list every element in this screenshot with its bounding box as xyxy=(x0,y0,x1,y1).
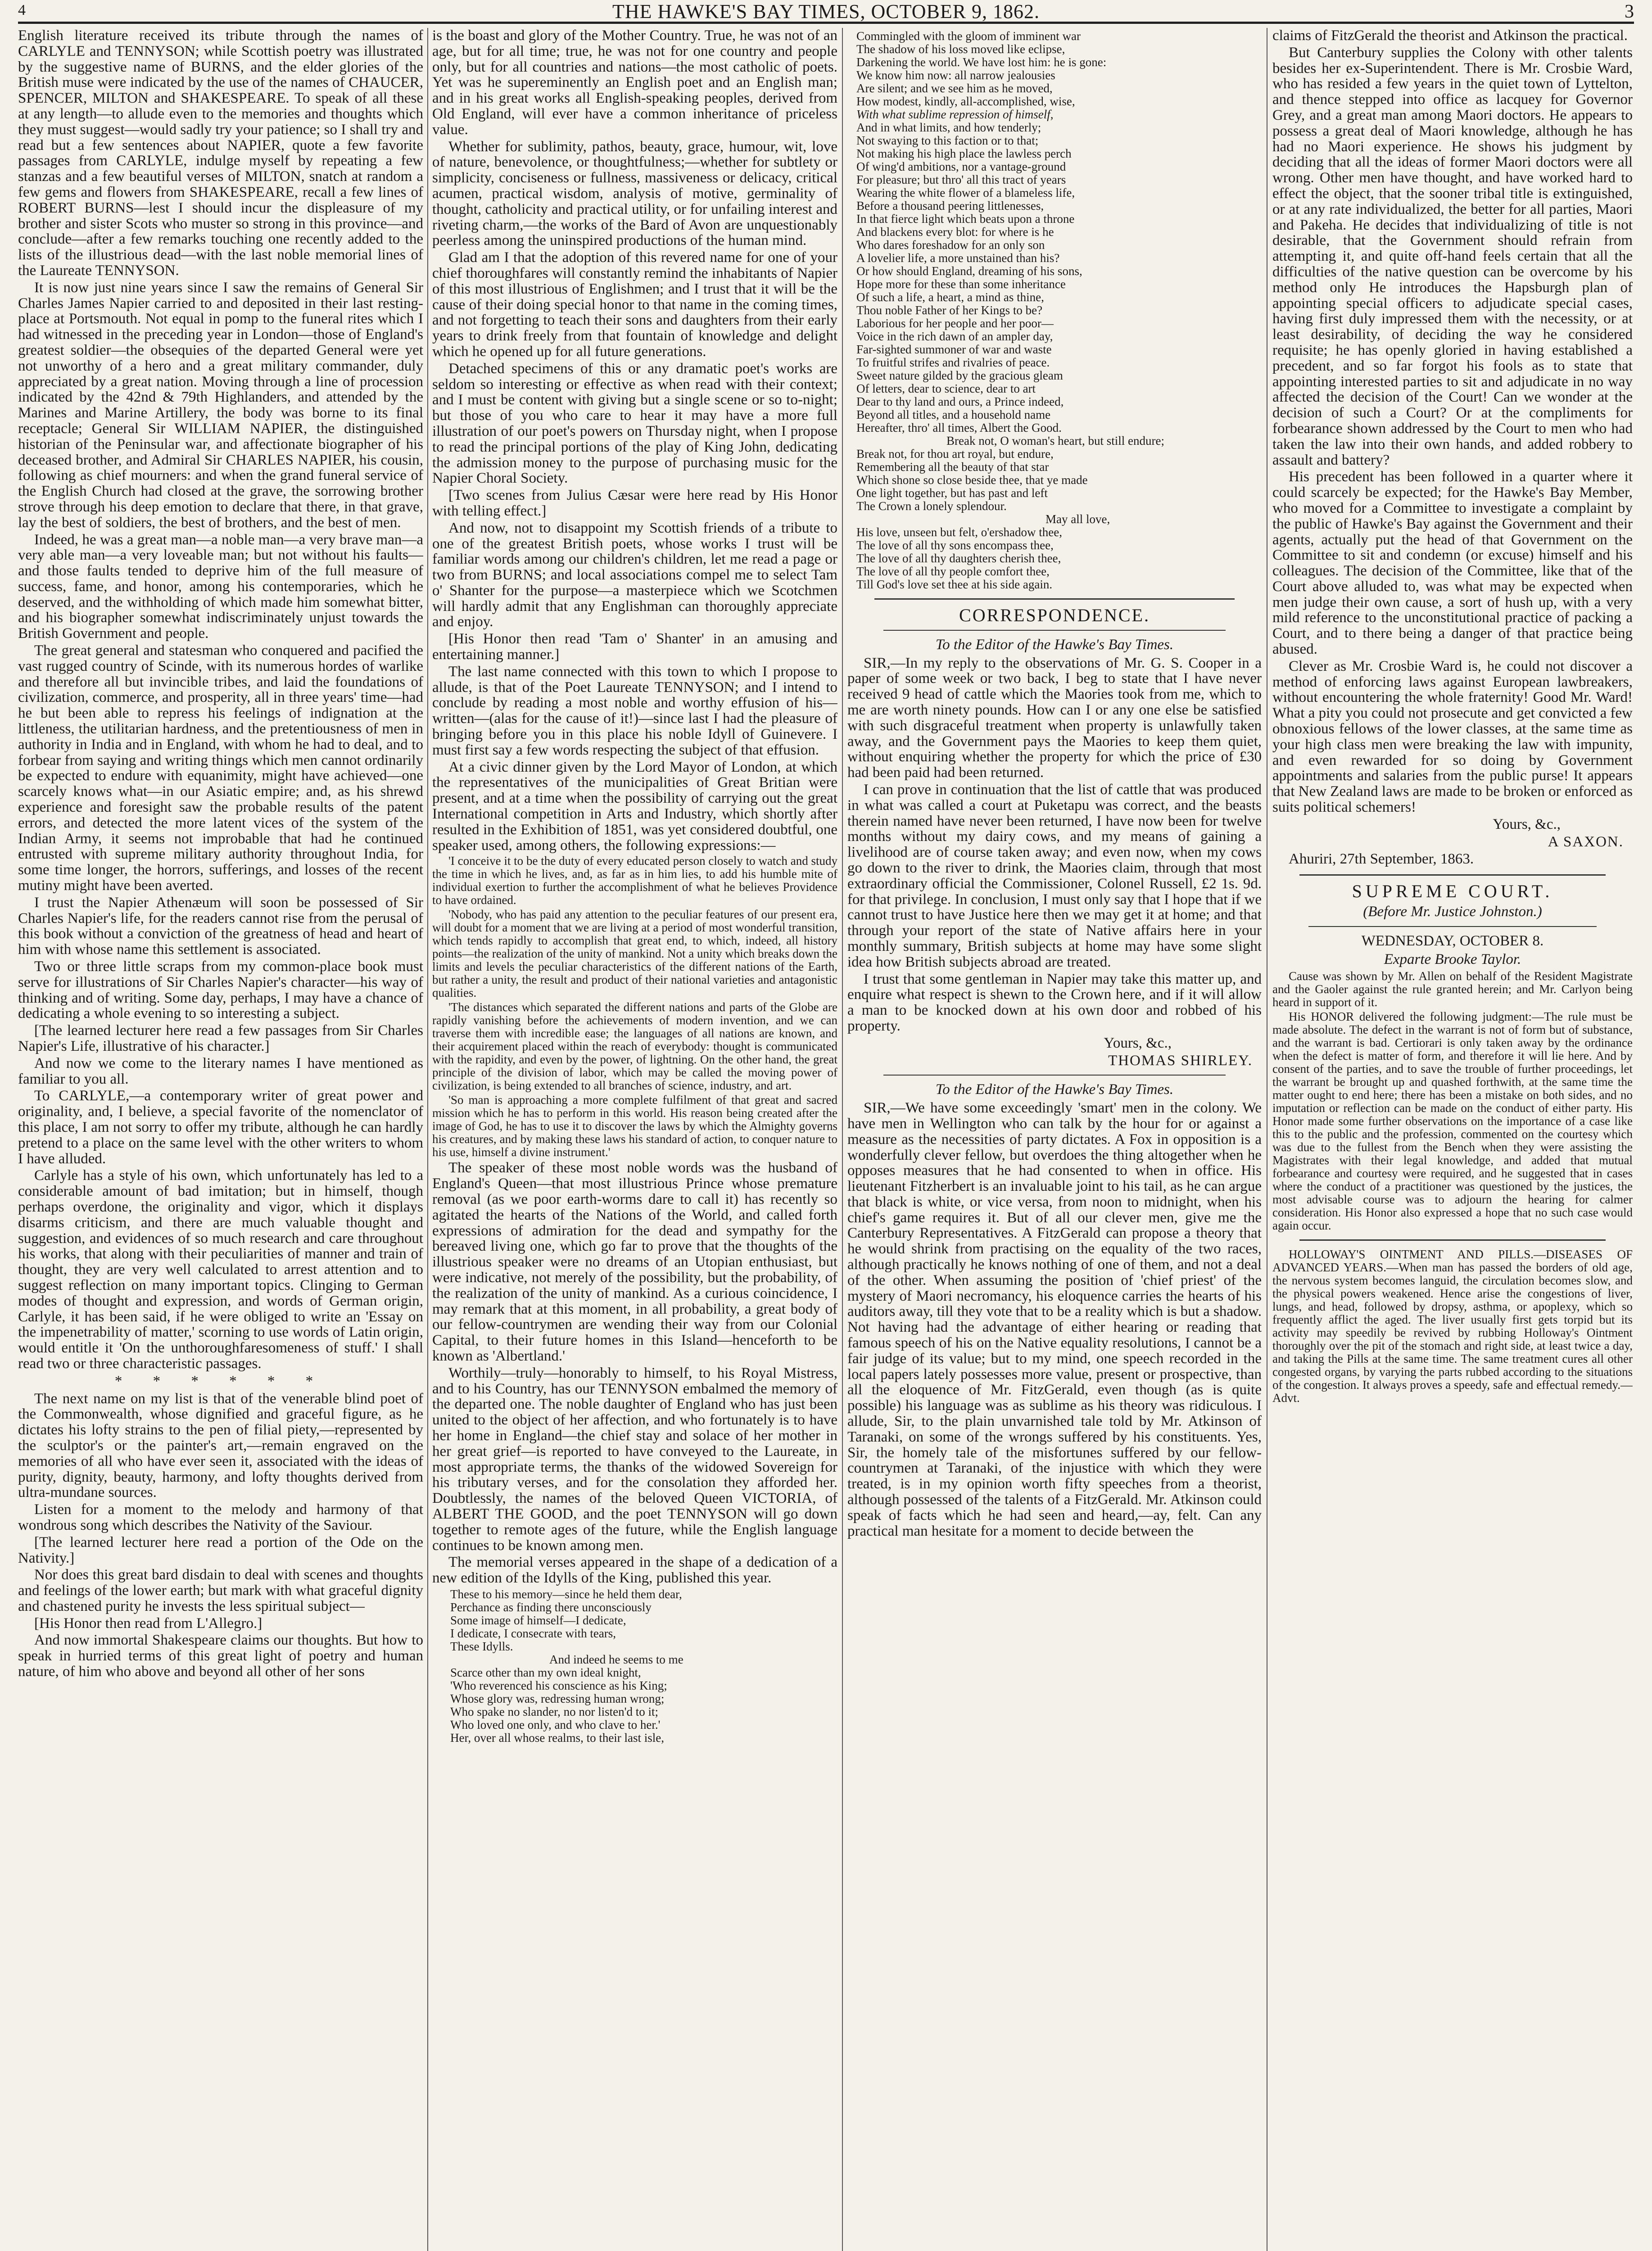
article-paragraph: Carlyle has a style of his own, which unfortunately has led to a considerable amount of bad imitation; but in himself, though perhaps overdone, the originality and vigor, which it displays disarms criticism, and there are much valuable thought and suggestion, and evidences of so much research and care throughout his works, that along with their peculiarities of manner and train of thought, they are very well calculated to arrest attention and to suggest reflection on many important topics. Clinging to German modes of thought and expression, and words of German origin, Carlyle, it has been said, if he were obliged to write an 'Essay on the impenetrability of matter,' scorning to use words of Latin origin, would entitle it 'On the unthoroughfaresomeness of stuff.' I shall read two or three characteristic passages. xyxy=(18,1167,423,1372)
section-divider xyxy=(1308,926,1597,927)
court-report xyxy=(1272,970,1633,1232)
verse-line: Hereafter, thro' all times, Albert the Good. xyxy=(856,421,1062,434)
verse-line: A lovelier life, a more unstained than his? xyxy=(856,251,1060,265)
column-2 xyxy=(432,28,837,2251)
verse-line: Scarce other than my own ideal knight, xyxy=(450,1665,641,1679)
letter-place-date: Ahuriri, 27th September, 1863. xyxy=(1289,851,1474,868)
column-1 xyxy=(18,28,423,2251)
verse-line: Commingled with the gloom of imminent war xyxy=(856,29,1081,43)
letter-closing: Yours, &c., xyxy=(1493,816,1561,832)
verse-line: Sweet nature gilded by the gracious gleam xyxy=(856,369,1063,382)
article-paragraph: It is now just nine years since I saw the remains of General Sir Charles James Napier carried to and deposited in their last resting-place at Portsmouth. Not equal in pomp to the funeral rites which I had witnessed in the preceding year in London—those of England's greatest soldier—the obsequies of the departed General were yet not unworthy of a hero and a great military commander, duly appreciated by a great nation. Moving through a line of procession indicated by the 42nd & 79th Highlanders, and attended by the Marines and Marine Artillery, the body was borne to its final receptacle; General Sir WILLIAM NAPIER, the distinguished historian of the Peninsular war, and affectionate biographer of his deceased brother, and Admiral Sir CHARLES NAPIER, his cousin, following as chief mourners: and when the grand funeral service of the English Church had closed at the grave, the sorrowing brother strove through his deep emotion to declare that there, in that grave, lay the best of soldiers, the best of brothers, and the best of men. xyxy=(18,279,423,531)
article-paragraph: At a civic dinner given by the Lord Mayor of London, at which the representatives of the municipalities of Great Britian were present, and at a time when the possibility of carrying out the great International competition in Arts and Industry, which shortly after resulted in the Exhibition of 1851, was yet considered doubtful, one speaker used, among others, the following expressions:— xyxy=(432,759,837,854)
article-paragraph: Nor does this great bard disdain to deal with scenes and thoughts and feelings of the lower earth; but mark with what graceful dignity and chastened purity he invests the less spiritual subject— xyxy=(18,1567,423,1614)
verse-line: Of wing'd ambitions, nor a vantage-ground xyxy=(856,160,1066,173)
article-paragraph: I trust the Napier Athenæum will soon be possessed of Sir Charles Napier's life, for the readers cannot rise from the perusal of this book without a conviction of the greatness of head and heart of him with whose name this settlement is associated. xyxy=(18,894,423,958)
advertisement xyxy=(1272,1248,1633,1405)
verse-line: Who loved one only, and who clave to her.' xyxy=(450,1718,661,1731)
article-paragraph: And now immortal Shakespeare claims our thoughts. But how to speak in hurried terms of this great light of poetry and human nature, of him who above and beyond all other of her sons xyxy=(18,1632,423,1680)
verse-line: To fruitful strifes and rivalries of peace. xyxy=(856,356,1050,369)
article-paragraph: Worthily—truly—honorably to himself, to his Royal Mistress, and to his Country, has our TENNYSON embalmed the memory of the departed one. The noble daughter of England who has just been united to the object of her affection, and who fortunately is to have her home in England—the chief stay and solace of her mother in her great grief—is reported to have conveyed to the Laureate, in most appropriate terms, the thanks of the widowed Sovereign for his tributary verses, and for the consolation they afforded her. Doubtlessly, the names of the beloved Queen VICTORIA, of ALBERT THE GOOD, and the poet TENNYSON will go down together to remote ages of the future, while the English language continues to be known among men. xyxy=(432,1365,837,1554)
section-divider xyxy=(874,598,1235,600)
letter-paragraph: claims of FitzGerald the theorist and Atkinson the practical. xyxy=(1272,28,1628,44)
memorial-verse xyxy=(856,30,1262,591)
column-3 xyxy=(847,28,1262,2251)
section-divider xyxy=(1299,874,1606,876)
supreme-court-heading: SUPREME COURT. xyxy=(1352,881,1553,902)
verse-line: Break not, for thou art royal, but endure, xyxy=(856,447,1054,461)
quote-paragraph: 'I conceive it to be the duty of every educated person closely to watch and study the time in which he lives, and, as far as in him lies, to add his humble mite of individual exertion to further the accomplishment of what he believes Providence to have ordained. xyxy=(432,854,837,907)
verse-line: Whose glory was, redressing human wrong; xyxy=(450,1691,665,1705)
verse-line: I dedicate, I consecrate with tears, xyxy=(450,1626,616,1640)
quote-paragraph: 'The distances which separated the different nations and parts of the Globe are rapidly vanishing before the achievements of modern invention, and we can traverse them with incredible ease; the languages of all nations are known, and their acquirement placed within the reach of everybody: thought is communicated with the rapidity, and even by the power, of lightning. On the other hand, the great principle of the division of labor, which may be called the moving power of civilization, is being extended to all branches of science, industry, and art. xyxy=(432,1000,837,1093)
advert-paragraph: HOLLOWAY'S OINTMENT AND PILLS.—DISEASES OF ADVANCED YEARS.—When man has passed the borders of old age, the nervous system becomes languid, the circulation becomes slow, and the physical powers weakened. Hence arise the congestions of liver, lungs, and head, followed by dropsy, asthma, or apoplexy, which so frequently afflict the aged. The liver usually first gets torpid but its activity may speedily be revived by rubbing Holloway's Ointment thoroughly over the pit of the stomach and right side, at least twice a day, and taking the Pills at the same time. The same treatment cures all other congested organs, by varying the parts rubbed according to the situations of the congestion. It always proves a speedy, safe and effectual remedy.—Advt. xyxy=(1272,1248,1633,1405)
verse-line: For pleasure; but thro' all this tract of years xyxy=(856,173,1066,186)
verse-line: Are silent; and we see him as he moved, xyxy=(856,81,1053,95)
verse-line: Not swaying to this faction or to that; xyxy=(856,134,1039,147)
verse-line: In that fierce light which beats upon a throne xyxy=(856,212,1075,226)
verse-line: Who spake no slander, no nor listen'd to it; xyxy=(450,1704,658,1718)
quoted-speech xyxy=(432,854,837,1159)
verse-line: Not making his high place the lawless perch xyxy=(856,147,1072,160)
verse-line: Who dares foreshadow for an only son xyxy=(856,238,1045,252)
letter-signature: THOMAS SHIRLEY. xyxy=(1108,1052,1253,1069)
verse-line: Voice in the rich dawn of an ampler day, xyxy=(856,330,1053,343)
masthead-title: THE HAWKE'S BAY TIMES, OCTOBER 9, 1862. xyxy=(612,0,1040,23)
article-paragraph: The great general and statesman who conquered and pacified the vast rugged country of Scinde, with its numerous hordes of warlike and therefore all but invincible tribes, and laid the foundations of civilization, commerce, and prosperity, all in three years' time—had he but been able to repress his feelings of indignation at the littleness, the utilitarian hardness, and the pretentiousness of men in authority in India and in England, with whom he had to deal, and to forbear from saying and writing things which men cannot ordinarily be expected to endure with equanimity, might have achieved—one scarcely knows what—in our Asiatic empire; and, as his shrewd experience and foresight saw the probable results of the patent errors, and detected the more latent vices of the system of the Indian Army, it seems not improbable that had he continued entrusted with supreme military authority throughout India, for some time longer, the horrors, sufferings, and losses of the recent mutiny might have been averted. xyxy=(18,642,423,894)
letter-address: To the Editor of the Hawke's Bay Times. xyxy=(935,636,1174,653)
letter-paragraph: But Canterbury supplies the Colony with other talents besides her ex-Superintendent. There is Mr. Crosbie Ward, who has resided a few years in the quiet town of Lyttelton, and thence stepped into office as lacquey for Governor Grey, and a great man among Maori doctors. He appears to possess a great deal of Maori knowledge, although he has had no Maori experience. He shows his judgment by deciding that all the ideas of former Maori doctors were all wrong. Other men have thought, and have worked hard to effect the object, that the sooner tribal title is extinguished, or at any rate individualized, the better for all parties, Maori and Pakeha. He decides that individualizing of title is not desirable, that the Government should refrain from attempting it, and quite off-hand feels certain that all the difficulties of the native question can be overcome by his method only He introduces the Hapsburgh plan of appointing special officers to adjudicate special cases, having first duly impressed them with the necessity, or at least desirability, of deciding the way he considered requisite; he has openly gloried in having established a precedent, and so far forgot his fools as to state that appointing interested parties to sit and adjudicate in no way affected the decision of the Court! Can we wonder at the decision of such a Court? Or at the compliments for forbearance shown addressed by the Court to men who had taken the law into their own hands, and added robbery to assault and battery? xyxy=(1272,44,1633,468)
verse-line: May all love, xyxy=(1046,512,1110,526)
section-divider xyxy=(1299,1239,1606,1241)
verse-line: Darkening the world. We have lost him: he is gone: xyxy=(856,55,1107,69)
article-paragraph: Whether for sublimity, pathos, beauty, grace, humour, wit, love of nature, benevolence, or thoughtfulness;—whether for subtlety or simplicity, conciseness or fullness, massiveness or delicacy, critical acumen, practical wisdom, analysis of motive, germinality of thought, catholicity and practical utility, or for unfailing interest and riveting charm,—the works of the Bard of Avon are unquestionably peerless among the uninspired productions of the human mind. xyxy=(432,138,837,249)
verse-line: Till God's love set thee at his side again. xyxy=(856,578,1053,591)
article-paragraph: And now, not to disappoint my Scottish friends of a tribute to one of the greatest British poets, whose works I trust will be familiar words among our children's children, let me read a page or two from BURNS; and local associations compel me to select Tam o' Shanter for the purpose—a masterpiece which we Scotchmen will hardly admit that any Englishman can thoroughly appreciate and enjoy. xyxy=(432,520,837,630)
column-rule xyxy=(842,28,843,2251)
article-paragraph: Glad am I that the adoption of this revered name for one of your chief thoroughfares will constantly remind the inhabitants of Napier of this most illustrious of Englishmen; and I trust that it will be the cause of their doing special honor to that name in the coming times, and not forgetting to teach their sons and daughters from their early years to drink freely from that fountain of knowledge and delight which he opened up for all future generations. xyxy=(432,249,837,360)
verse-line: Laborious for her people and her poor— xyxy=(856,316,1054,330)
article-paragraph: [His Honor then read from L'Allegro.] xyxy=(34,1615,263,1632)
column-rule xyxy=(427,28,428,2251)
verse-line: Hope more for these than some inheritance xyxy=(856,277,1066,291)
verse-line: 'Who reverenced his conscience as his King; xyxy=(450,1678,667,1692)
verse-line: Thou noble Father of her Kings to be? xyxy=(856,303,1043,317)
verse-line: Perchance as finding there unconsciously xyxy=(450,1600,652,1614)
section-divider xyxy=(883,1075,1226,1076)
verse-line: These to his memory—since he held them dear, xyxy=(450,1587,682,1601)
article-paragraph: The next name on my list is that of the venerable blind poet of the Commonwealth, whose dignified and graceful figure, as he dictates his lofty strains to the pen of filial piety,—represented by the sculptor's or the painter's art,—remain engraved on the memories of all who have ever seen it, associated with the ideas of purity, dignity, beauty, harmony, and lofty thoughts derived from ultra-mundane sources. xyxy=(18,1390,423,1501)
court-paragraph: His HONOR delivered the following judgment:—The rule must be made absolute. The defect in the warrant is not of form but of substance, and the warrant is bad. Certiorari is only taken away by the ordinance when the defect is matter of form, and therefore it will lie here. And by consent of the parties, and to save the trouble of further proceedings, let the warrant be brought up and quashed forthwith, at the same time the matter ought to end here; there has been a mistake on both sides, and no imputation or reflection can be made on the conduct of either party. His Honor made some further observations on the importance of a case like this to the public and the profession, commented on the courtesy which was due to the fullest from the Bench when they were assisting the Magistrates with their legal knowledge, and added that mutual forbearance and courtesy were required, and he suggested that in cases where the conduct of a practitioner was questioned by the justices, the most advisable course was to adjourn the hearing for calmer consideration. His Honor also expressed a hope that no such case would again occur. xyxy=(1272,1010,1633,1233)
verse-line: The love of all thy sons encompass thee, xyxy=(856,538,1054,552)
verse-line: Some image of himself—I dedicate, xyxy=(450,1613,626,1627)
court-case-name: Exparte Brooke Taylor. xyxy=(1384,951,1521,967)
verse-line: The Crown a lonely splendour. xyxy=(856,499,1007,513)
verse-line: With what sublime repression of himself, xyxy=(856,108,1054,121)
dedication-verse xyxy=(450,1588,837,1745)
court-paragraph: Cause was shown by Mr. Allen on behalf of the Resident Magistrate and the Gaoler against the rule granted herein; and Mr. Carlyon being heard in support of it. xyxy=(1272,969,1633,1009)
court-date: WEDNESDAY, OCTOBER 8. xyxy=(1361,932,1544,949)
verse-line: And blackens every blot: for where is he xyxy=(856,225,1054,239)
section-stars: * * * * * * xyxy=(114,1373,327,1389)
column-4 xyxy=(1272,28,1633,2251)
verse-line: His love, unseen but felt, o'ershadow thee, xyxy=(856,525,1062,539)
verse-line: Her, over all whose realms, to their last isle, xyxy=(450,1731,665,1745)
masthead-mark: 4 xyxy=(18,2,26,18)
article-paragraph: Detached specimens of this or any dramatic poet's works are seldom so interesting or effective as when read with their context; and I must be content with giving but a single scene or so to-night; but those of you who care to hear it may have a more full illustration of our poet's powers on Thursday night, when I propose to read the principal portions of the play of King John, dedicating the admission money to the purpose of purchasing music for the Napier Choral Society. xyxy=(432,360,837,487)
article-paragraph: And now we come to the literary names I have mentioned as familiar to you all. xyxy=(18,1055,423,1087)
article-paragraph: [The learned lecturer here read a portion of the Ode on the Nativity.] xyxy=(18,1534,423,1566)
verse-line: Which shone so close beside thee, that ye made xyxy=(856,473,1088,487)
article-paragraph: [Two scenes from Julius Cæsar were here read by His Honor with telling effect.] xyxy=(432,487,837,519)
letter-paragraph: Clever as Mr. Crosbie Ward is, he could not discover a method of enforcing laws against European lawbreakers, without encountering the whole fraternity! Good Mr. Ward! What a pity you could not prosecute and get convicted a few obnoxious fellows of the lower classes, at the same time as your high class men were breaking the law with impunity, and even rewarded for so doing by Government appointments and salaries from the public purse! It appears that New Zealand laws are made to be broken or enforced as suits political schemers! xyxy=(1272,658,1633,816)
correspondence-heading: CORRESPONDENCE. xyxy=(959,605,1150,625)
letter-paragraph: I can prove in continuation that the list of cattle that was produced in what was called a court at Puketapu was correct, and the beasts therein named have never been returned, I have now been for twelve months without my dairy cows, and my means of gaining a livelihood are of course taken away; and even now, when my cows go down to the river to drink, the Maories claim, through that most extraordinary official the Commissioner, Colonel Russell, £2 1s. 9d. for that privilege. In conclusion, I must only say that I hope that if we cannot trust to have Justice here then we may get it at home; and that through your report of the state of Native affairs here in your monthly summary, British subjects at home may have some slight idea how British subjects abroad are treated. xyxy=(847,781,1262,970)
verse-line: Of such a life, a heart, a mind as thine, xyxy=(856,290,1044,304)
section-divider xyxy=(883,630,1226,631)
article-paragraph: The speaker of these most noble words was the husband of England's Queen—that most illustrious Prince whose premature removal (as we poor earth-worms dare to call it) has recently so agitated the hearts of the Nations of the World, and called forth expressions of admiration for the dead and sympathy for the bereaved living one, which go far to prove that the thoughts of the illustrious speaker were no dreams of an Utopian enthusiast, but were indicative, not merely of the possibility, but the probability, of the realization of the unity of mankind. As a curious coincidence, I may remark that at this moment, in all probability, a great body of our fellow-countrymen are wending their way from our Colonial Capital, to their future homes in this Island—henceforth to be known as 'Albertland.' xyxy=(432,1160,837,1364)
verse-line: Break not, O woman's heart, but still endure; xyxy=(946,434,1165,447)
article-paragraph: Two or three little scraps from my common-place book must serve for illustrations of Sir Charles Napier's character—his way of thinking and of writing. Some day, perhaps, I may have a chance of dedicating a whole evening to so interesting a subject. xyxy=(18,958,423,1022)
verse-line: Far-sighted summoner of war and waste xyxy=(856,343,1052,356)
verse-line: Or how should England, dreaming of his sons, xyxy=(856,264,1082,278)
article-paragraph: is the boast and glory of the Mother Country. True, he was not of an age, but for all time; true, he was not for one country and people only, but for all countries and nations—the most catholic of poets. Yet was he supereminently an English poet and an English man; and in his great works all English-speaking peoples, derived from Old England, will ever have a common inheritance of priceless value. xyxy=(432,28,837,138)
verse-line: We know him now: all narrow jealousies xyxy=(856,68,1055,82)
letter-paragraph: His precedent has been followed in a quarter where it could scarcely be expected; for the Hawke's Bay Member, who moved for a Committee to investigate a complaint by the public of Hawke's Bay against the Government and their agents, actually put the head of that Government on the Committee to sit and condemn (or excuse) himself and his colleagues. The decision of the Committee, like that of the Court above alluded to, was what may be expected when men judge their own cause, a sort of hush up, with a very mild reference to the unconstitutional practice of packing a Court, and to there being a danger of that practice being abused. xyxy=(1272,469,1633,658)
verse-line: Before a thousand peering littlenesses, xyxy=(856,199,1044,212)
letter-paragraph: SIR,—In my reply to the observations of Mr. G. S. Cooper in a paper of some week or two back, I beg to state that I have never received 9 head of cattle which the Maories took from me, which to me are worth ninety pounds. How can I or any one else be satisfied with such disgraceful treatment when property is unlawfully taken away, and the Government pays the Maories to keep them quiet, without enquiring whether the property for which the price of £30 had been paid had been returned. xyxy=(847,655,1262,781)
article-paragraph: The memorial verses appeared in the shape of a dedication of a new edition of the Idylls of the King, published this year. xyxy=(432,1554,837,1587)
quote-paragraph: 'Nobody, who has paid any attention to the peculiar features of our present era, will doubt for a moment that we are living at a period of most wonderful transition, which tends rapidly to accomplish that great end, to which, indeed, all history points—the realization of the unity of mankind. Not a unity which breaks down the limits and levels the peculiar characteristics of the different nations of the Earth, but rather a unity, the result and product of their national varieties and antagonistic qualities. xyxy=(432,908,837,1000)
letter-address: To the Editor of the Hawke's Bay Times. xyxy=(935,1081,1174,1098)
verse-line: Of letters, dear to science, dear to art xyxy=(856,382,1036,395)
article-paragraph: [His Honor then read 'Tam o' Shanter' in an amusing and entertaining manner.] xyxy=(432,631,837,663)
quote-paragraph: 'So man is approaching a more complete fulfilment of that great and sacred mission which he has to perform in this world. His reason being created after the image of God, he has to use it to discover the laws by which the Almighty governs his creatures, and by making these laws his standard of action, to conquer nature to his use, himself a divine instrument.' xyxy=(432,1093,837,1159)
verse-line: The love of all thy daughters cherish thee, xyxy=(856,551,1061,565)
article-paragraph: English literature received its tribute through the names of CARLYLE and TENNYSON; while Scottish poetry was illustrated by the suggestive name of BURNS, and the elder glories of the British muse were indicated by the use of the names of CHAUCER, SPENCER, MILTON and SHAKESPEARE. To speak of all these at any length—to allude even to the memories and thoughts which they must suggest—would sadly try your patience; so I shall try and read but a few sentences about NAPIER, quote a few favorite passages from CARLYLE, indulge myself by repeating a few stanzas and a few beautiful verses of MILTON, snatch at random a few gems and flowers from SHAKESPEARE, recall a few lines of ROBERT BURNS—lest I should incur the displeasure of my brother and sister Scots who muster so strong in this province—and conclude—after a few remarks touching one recently added to the lists of the illustrious dead—with the last noble memorial lines of the Laureate TENNYSON. xyxy=(18,28,423,279)
masthead xyxy=(18,0,1634,24)
letter-paragraph: I trust that some gentleman in Napier may take this matter up, and enquire what respect is shewn to the Crown here, and if it will allow a man to be knocked down at his own door and robbed of his property. xyxy=(847,971,1262,1034)
article-paragraph: [The learned lecturer here read a few passages from Sir Charles Napier's Life, illustrative of his character.] xyxy=(18,1022,423,1054)
verse-line: The love of all thy people comfort thee, xyxy=(856,565,1050,578)
verse-line: The shadow of his loss moved like eclipse, xyxy=(856,42,1065,56)
letter-paragraph: SIR,—We have some exceedingly 'smart' men in the colony. We have men in Wellington who can talk by the hour for or against a measure as the necessities of party dictates. A Fox in opposition is a wonderfully clever fellow, but overdoes the thing altogether when he opposes measures that he had consented to when in office. His lieutenant Fitzherbert is an invaluable joint to his tail, as he can argue that black is white, or vice versa, from noon to midnight, when his chief's game requires it. But of all our clever men, give me the Canterbury Representatives. A FitzGerald can propose a theory that he would shrink from practising on the equality of the two races, although practically he knows nothing of one of them, and not a deal of the other. When assuming the position of 'chief priest' of the mystery of Maori necromancy, his eloquence carries the hearts of his auditors away, till they vote that to be a reality which is but a shadow. Not having had the advantage of either hearing or reading that famous speech of his on the Native equality resolutions, I cannot be a fair judge of its value; but to my mind, one speech recorded in the local papers lately possesses more value, present or prospective, than all the eloquence of Mr. FitzGerald, even though (as is quite possible) his language was as sublime as his theory was ridiculous. I allude, Sir, to the plain unvarnished tale told by Mr. Atkinson of Taranaki, on some of the wrongs suffered by his constituents. Yes, Sir, the homely tale of the misfortunes suffered by our fellow-countrymen at Taranaki, of the injustice with which they were treated, is in my opinion worth fifty speeches from a theorist, although possessed of the talents of a FitzGerald. Mr. Atkinson could speak of facts which he had seen and heard,—ay, felt. Can any practical man hesitate for a moment to decide between the xyxy=(847,1100,1262,1539)
page-number: 3 xyxy=(1625,1,1634,22)
verse-line: Dear to thy land and ours, a Prince indeed, xyxy=(856,395,1064,408)
verse-line: And in what limits, and how tenderly; xyxy=(856,121,1041,134)
article-paragraph: To CARLYLE,—a contemporary writer of great power and originality, and, I believe, a special favorite of the nomenclator of this place, I am not sorry to offer my tribute, although he can hardly pretend to a place on the same level with the other writers to whom I have alluded. xyxy=(18,1088,423,1167)
letter-closing: Yours, &c., xyxy=(1104,1035,1172,1051)
letter-signature: A SAXON. xyxy=(1548,833,1624,850)
article-paragraph: Indeed, he was a great man—a noble man—a very brave man—a very able man—a very loveable man; but not without his faults—and those faults tended to deprive him of the full measure of success, fame, and honor, among his contemporaries, which he deserved, and the withholding of which made him somewhat bitter, and his biographer somewhat indiscriminately unjust towards the British Government and people. xyxy=(18,531,423,642)
article-paragraph: The last name connected with this town to which I propose to allude, is that of the Poet Laureate TENNYSON; and I intend to conclude by reading a most noble and worthy effusion of his—written—(alas for the cause of it!)—since last I had the pleasure of bringing before you in this place his noble Idyll of Guinevere. I must first say a few words respecting the subject of that effusion. xyxy=(432,663,837,758)
verse-line: One light together, but has past and left xyxy=(856,486,1048,500)
verse-line: These Idylls. xyxy=(450,1639,513,1653)
verse-line: How modest, kindly, all-accomplished, wise, xyxy=(856,95,1075,108)
verse-line: Wearing the white flower of a blameless life, xyxy=(856,186,1075,199)
verse-line: And indeed he seems to me xyxy=(549,1652,683,1666)
verse-line: Remembering all the beauty of that star xyxy=(856,460,1049,474)
verse-line: Beyond all titles, and a household name xyxy=(856,408,1051,421)
article-paragraph: Listen for a moment to the melody and harmony of that wondrous song which describes the Nativity of the Saviour. xyxy=(18,1501,423,1533)
court-subheading: (Before Mr. Justice Johnston.) xyxy=(1363,904,1542,920)
